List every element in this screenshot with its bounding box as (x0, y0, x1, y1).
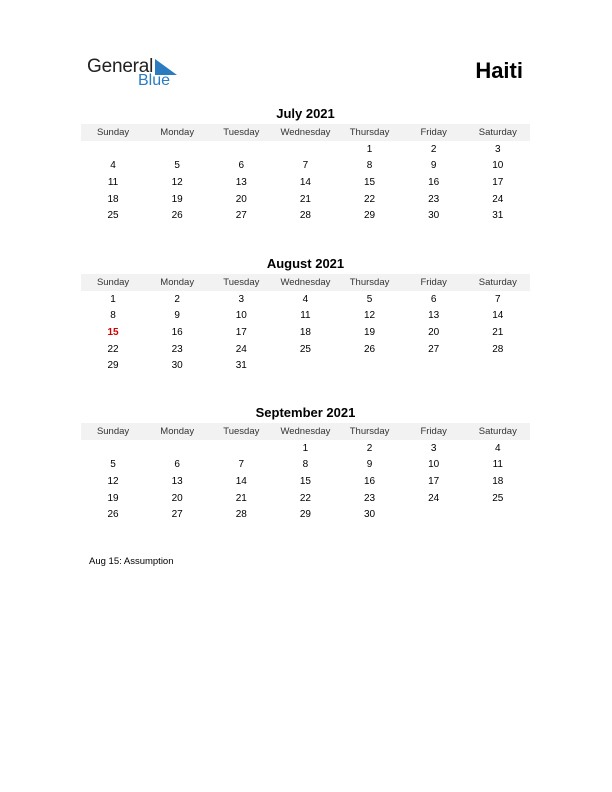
day-cell: 22 (364, 193, 376, 205)
weekday-label: Friday (420, 426, 447, 437)
week-row (81, 174, 530, 191)
month-title: August 2021 (266, 256, 345, 271)
day-cell: 4 (495, 442, 501, 454)
day-cell: 26 (364, 343, 376, 355)
day-cell: 1 (302, 442, 309, 454)
week-row (81, 191, 530, 208)
day-cell: 25 (107, 210, 119, 222)
day-cell: 27 (171, 509, 183, 521)
day-cell: 26 (107, 509, 119, 521)
week-row (81, 141, 530, 158)
day-cell: 1 (110, 293, 116, 305)
day-cell: 18 (107, 193, 119, 205)
weekday-label: Saturday (478, 277, 517, 288)
day-cell: 30 (171, 360, 183, 372)
day-cell: 24 (428, 492, 440, 504)
day-cell: 22 (107, 343, 119, 355)
weekday-label: Saturday (478, 127, 517, 138)
day-cell: 18 (299, 326, 311, 338)
country-title: Haiti (475, 58, 523, 83)
day-cell: 13 (428, 310, 440, 322)
day-cell: 30 (364, 509, 376, 521)
day-cell: 13 (171, 475, 183, 487)
weekday-label: Sunday (96, 127, 130, 138)
day-cell: 17 (235, 326, 247, 338)
weekday-label: Wednesday (280, 127, 331, 138)
week-row (81, 291, 530, 308)
day-cell: 31 (235, 360, 247, 372)
month-title: September 2021 (255, 405, 356, 420)
day-cell: 17 (428, 475, 440, 487)
weekday-label: Thursday (349, 426, 390, 437)
week-row (81, 308, 530, 325)
day-cell: 1 (366, 143, 373, 155)
day-cell: 22 (299, 492, 311, 504)
day-cell: 20 (428, 326, 440, 338)
week-row (81, 158, 530, 175)
weekday-header (81, 423, 530, 440)
day-cell: 14 (235, 475, 247, 487)
month-august (81, 256, 530, 374)
day-cell: 2 (430, 143, 437, 155)
holiday-notes (89, 556, 174, 567)
week-row (81, 457, 530, 474)
day-cell: 8 (366, 160, 373, 172)
day-cell: 21 (299, 193, 311, 205)
day-cell: 15 (364, 176, 376, 188)
day-cell: 20 (235, 193, 247, 205)
day-cell: 8 (110, 310, 116, 322)
day-cell: 3 (430, 442, 437, 454)
day-cell: 31 (492, 210, 504, 222)
day-cell: 28 (299, 210, 311, 222)
day-cell: 9 (366, 459, 373, 471)
weekday-label: Tuesday (223, 426, 260, 437)
day-cell: 6 (174, 459, 180, 471)
day-cell: 16 (171, 326, 183, 338)
month-july (81, 106, 530, 224)
day-cell: 12 (107, 475, 119, 487)
day-cell: 7 (302, 160, 309, 172)
holiday-day-cell: 15 (107, 326, 119, 338)
day-cell: 11 (492, 459, 503, 471)
day-cell: 7 (238, 459, 245, 471)
day-cell: 27 (428, 343, 440, 355)
day-cell: 17 (492, 176, 504, 188)
weekday-label: Friday (420, 127, 447, 138)
day-cell: 19 (107, 492, 119, 504)
day-cell: 20 (171, 492, 183, 504)
day-cell: 10 (235, 310, 247, 322)
weeks (81, 291, 530, 374)
day-cell: 10 (428, 459, 440, 471)
day-cell: 9 (430, 160, 437, 172)
weekday-label: Sunday (96, 277, 130, 288)
weekday-label: Tuesday (223, 277, 260, 288)
week-row (81, 341, 530, 358)
day-cell: 4 (302, 293, 309, 305)
day-cell: 21 (235, 492, 247, 504)
day-cell: 24 (492, 193, 504, 205)
weekday-label: Saturday (478, 426, 517, 437)
week-row (81, 207, 530, 224)
day-cell: 16 (428, 176, 440, 188)
weekday-label: Monday (160, 127, 195, 138)
day-cell: 28 (235, 509, 247, 521)
weekday-label: Thursday (349, 277, 390, 288)
week-row (81, 490, 530, 507)
day-cell: 14 (492, 310, 504, 322)
logo-blue-text: Blue (138, 72, 171, 89)
day-cell: 27 (235, 210, 247, 222)
day-cell: 14 (299, 176, 311, 188)
day-cell: 6 (430, 293, 437, 305)
day-cell: 10 (492, 160, 504, 172)
day-cell: 5 (110, 459, 116, 471)
weeks (81, 141, 530, 224)
day-cell: 7 (495, 293, 501, 305)
day-cell: 29 (364, 210, 376, 222)
day-cell: 30 (428, 210, 440, 222)
week-row (81, 440, 530, 457)
day-cell: 23 (364, 492, 376, 504)
day-cell: 29 (107, 360, 119, 372)
day-cell: 25 (299, 343, 311, 355)
day-cell: 23 (428, 193, 440, 205)
day-cell: 4 (110, 160, 116, 172)
day-cell: 21 (492, 326, 504, 338)
day-cell: 29 (299, 509, 311, 521)
day-cell: 18 (492, 475, 504, 487)
week-row (81, 506, 530, 523)
weekday-label: Tuesday (223, 127, 260, 138)
weekday-label: Monday (160, 426, 195, 437)
day-cell: 12 (364, 310, 376, 322)
day-cell: 16 (364, 475, 376, 487)
day-cell: 26 (171, 210, 183, 222)
day-cell: 15 (299, 475, 311, 487)
day-cell: 13 (235, 176, 247, 188)
week-row (81, 357, 530, 374)
day-cell: 28 (492, 343, 504, 355)
day-cell: 9 (174, 310, 180, 322)
weekday-label: Monday (160, 277, 195, 288)
week-row (81, 473, 530, 490)
logo-general-text: General (87, 56, 154, 77)
day-cell: 19 (171, 193, 183, 205)
day-cell: 2 (366, 442, 373, 454)
weekday-label: Friday (420, 277, 447, 288)
weekday-header (81, 274, 530, 291)
day-cell: 25 (492, 492, 504, 504)
day-cell: 2 (174, 293, 180, 305)
weekday-label: Wednesday (280, 277, 331, 288)
week-row (81, 324, 530, 341)
day-cell: 11 (300, 310, 311, 322)
month-september (81, 405, 530, 523)
day-cell: 19 (364, 326, 376, 338)
day-cell: 24 (235, 343, 247, 355)
day-cell: 23 (171, 343, 183, 355)
day-cell: 6 (238, 160, 245, 172)
general-blue-logo (87, 56, 197, 92)
month-title: July 2021 (276, 106, 335, 121)
day-cell: 8 (302, 459, 309, 471)
weekday-header (81, 124, 530, 141)
day-cell: 3 (238, 293, 245, 305)
day-cell: 12 (171, 176, 183, 188)
day-cell: 3 (495, 143, 501, 155)
day-cell: 5 (174, 160, 180, 172)
weekday-label: Thursday (349, 127, 390, 138)
weeks (81, 440, 530, 523)
holiday-note: Aug 15: Assumption (89, 556, 174, 567)
weekday-label: Wednesday (280, 426, 331, 437)
day-cell: 11 (107, 176, 119, 188)
day-cell: 5 (366, 293, 373, 305)
weekday-label: Sunday (96, 426, 130, 437)
